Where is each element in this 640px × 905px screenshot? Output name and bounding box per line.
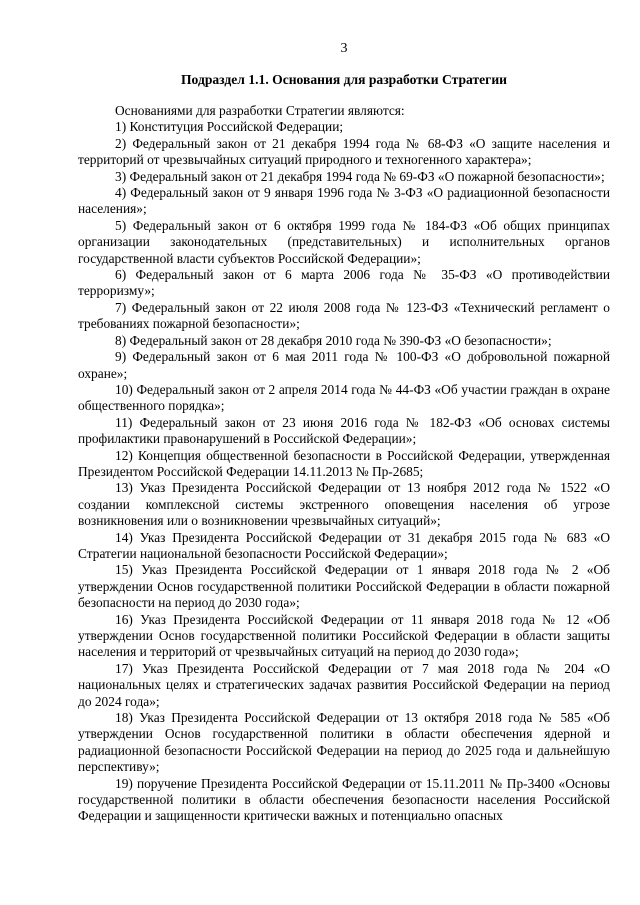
list-item: 1) Конституция Российской Федерации;	[115, 119, 344, 135]
list-item: 7) Федеральный закон от 22 июля 2008 года № 123-ФЗ «Технический регламент о требованиях пожарной безопасности»;	[78, 299, 610, 332]
list-item: 2) Федеральный закон от 21 декабря 1994 года № 68-ФЗ «О защите населения и территорий от чрезвычайных ситуаций природного и техногенного характера»;	[78, 135, 610, 168]
list-item: 12) Концепция общественной безопасности в Российской Федерации, утвержденная Президентом Российской Федерации 14.11.2013 № Пр-2685;	[78, 447, 610, 479]
list-item: 3) Федеральный закон от 21 декабря 1994 года № 69-ФЗ «О пожарной безопасности»;	[115, 168, 605, 184]
list-item: 11) Федеральный закон от 23 июня 2016 года № 182-ФЗ «Об основах системы профилактики правонарушений в Российской Федерации»;	[78, 414, 610, 447]
list-item: 8) Федеральный закон от 28 декабря 2010 года № 390-ФЗ «О безопасности»;	[115, 332, 552, 348]
list-item: 9) Федеральный закон от 6 мая 2011 года № 100-ФЗ «О добровольной пожарной охране»;	[78, 349, 610, 381]
list-item: 18) Указ Президента Российской Федерации от 13 октября 2018 года № 585 «Об утверждении Основ государственной политики в области обеспечения ядерной и радиационной безопасности Российской Федерации на период до 2025 года и дальнейшую перспективу»;	[78, 710, 610, 775]
intro-paragraph: Основаниями для разработки Стратегии являются:	[115, 103, 405, 118]
list-item: 19) поручение Президента Российской Федерации от 15.11.2011 № Пр-3400 «Основы государственной политики в области обеспечения безопасности населения Российской Федерации и защищенности критически важных и потенциально опасных	[78, 775, 610, 824]
list-item: 15) Указ Президента Российской Федерации от 1 января 2018 года № 2 «Об утверждении Основ государственной политики Российской Федерации в области пожарной безопасности на период до 2030 года»;	[78, 562, 610, 611]
list-item: 4) Федеральный закон от 9 января 1996 года № 3-ФЗ «О радиационной безопасности населения»;	[78, 185, 610, 217]
section-heading: Подраздел 1.1. Основания для разработки Стратегии	[180, 72, 508, 87]
list-item: 16) Указ Президента Российской Федерации от 11 января 2018 года № 12 «Об утверждении Основ государственной политики Российской Федерации в области защиты населения и территорий от чрезвычайных ситуаций на период до 2030 года»;	[78, 611, 610, 660]
list-item: 6) Федеральный закон от 6 марта 2006 года № 35-ФЗ «О противодействии терроризму»;	[78, 267, 610, 299]
page-number: 3	[340, 41, 348, 56]
list-item: 5) Федеральный закон от 6 октября 1999 года № 184-ФЗ «Об общих принципах организации законодательных (представительных) и исполнительных органов государственной власти субъектов Российской Федерации»;	[78, 217, 610, 266]
list-item: 17) Указ Президента Российской Федерации от 7 мая 2018 года № 204 «О национальных целях и стратегических задачах развития Российской Федерации на период до 2024 года»;	[78, 660, 610, 709]
list-item: 10) Федеральный закон от 2 апреля 2014 года № 44-ФЗ «Об участии граждан в охране общественного порядка»;	[78, 381, 610, 414]
document-body	[78, 103, 610, 825]
list-item: 14) Указ Президента Российской Федерации от 31 декабря 2015 года № 683 «О Стратегии национальной безопасности Российской Федерации»;	[78, 529, 610, 561]
list-item: 13) Указ Президента Российской Федерации от 13 ноября 2012 года № 1522 «О создании комплексной системы экстренного оповещения населения об угрозе возникновения или о возникновении чрезвычайных ситуаций»;	[78, 480, 610, 529]
